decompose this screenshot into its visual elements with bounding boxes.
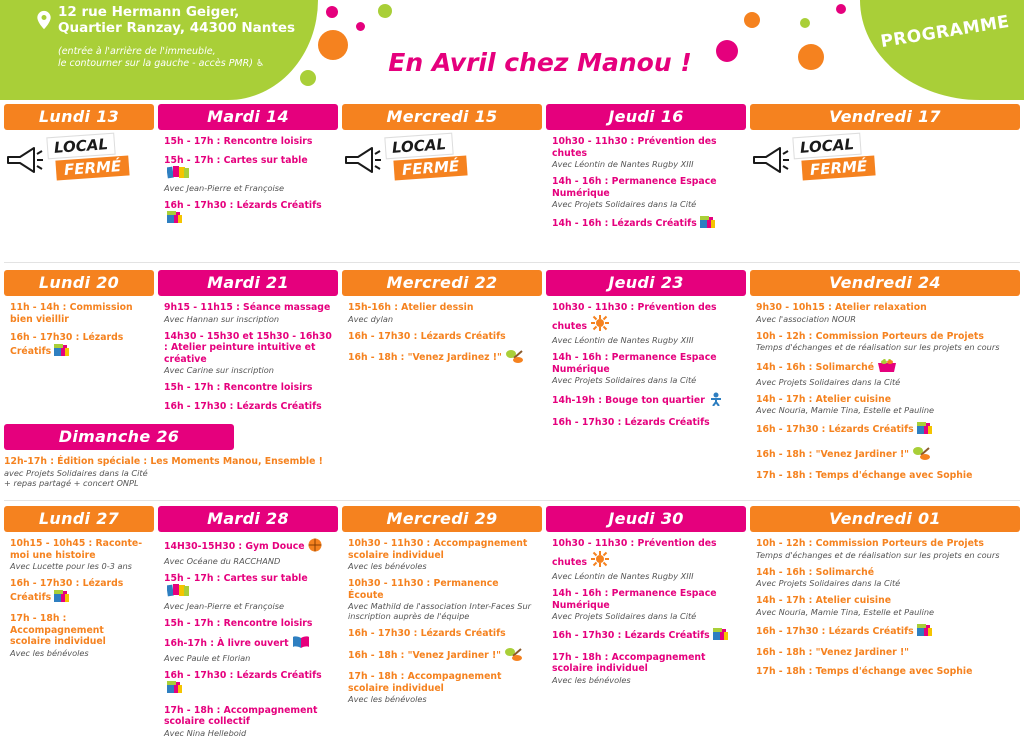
day-column — [158, 506, 338, 745]
event-item[interactable] — [348, 578, 536, 621]
event-title: 14h - 17h : Atelier cuisine — [756, 393, 892, 405]
day-column — [158, 270, 338, 419]
local-label: LOCAL — [47, 134, 114, 159]
event-title: 14h - 16h : Permanence Espace Numérique — [552, 176, 717, 199]
event-item[interactable] — [756, 302, 1014, 324]
craft-icon — [167, 681, 183, 698]
access-note-line-2 — [58, 58, 298, 70]
event-title: 10h30 - 11h30 : Accompagnement scolaire individuel — [348, 538, 528, 561]
day-events — [342, 532, 542, 704]
decor-dot-orange-1 — [318, 30, 348, 60]
event-item[interactable] — [756, 422, 1014, 439]
day-events — [158, 130, 338, 228]
event-item[interactable] — [348, 647, 536, 665]
event-subtitle: Avec Projets Solidaires dans la Cité — [552, 199, 697, 209]
event-title: 14h - 16h : Permanence Espace Numérique — [552, 352, 717, 375]
day-events — [750, 532, 1020, 677]
event-subtitle: Avec Léontin de Nantes Rugby XIII — [552, 571, 694, 581]
garden-icon — [912, 446, 930, 464]
basket-icon — [877, 359, 897, 377]
event-item[interactable] — [348, 538, 536, 571]
day-events — [546, 296, 746, 428]
event-title: 17h - 18h : Accompagnement scolaire individuel — [10, 613, 106, 647]
day-header: Jeudi 23 — [546, 270, 746, 296]
event-subtitle: Avec Océane du RACCHAND — [164, 555, 281, 566]
event-title: 15h - 17h : Rencontre loisirs — [164, 382, 313, 393]
week-separator-1 — [4, 262, 1020, 263]
event-item[interactable] — [348, 628, 536, 640]
event-subtitle: Avec Nina Helleboid — [164, 727, 247, 738]
event-title: 15h - 17h : Rencontre loisirs — [164, 617, 313, 629]
event-item[interactable] — [552, 392, 740, 410]
decor-dot-pink-4 — [836, 4, 846, 14]
event-title: 16h - 17h30 : Lézards Créatifs — [348, 628, 506, 639]
event-title: 11h - 14h : Commission bien vieillir — [10, 302, 133, 325]
day-header: Jeudi 16 — [546, 104, 746, 130]
event-item[interactable] — [552, 538, 740, 581]
event-subtitle: Avec Paule et Florian — [164, 652, 251, 663]
day-column — [546, 104, 746, 240]
sunday-event-subtitle-2: + repas partagé + concert ONPL — [4, 477, 139, 488]
garden-icon — [505, 349, 523, 367]
sunday-column — [4, 424, 234, 450]
event-title: 16h - 17h30 : Lézards Créatifs — [756, 422, 1014, 439]
craft-icon — [700, 216, 716, 233]
address-block — [58, 4, 308, 36]
event-title: 14h - 17h : Atelier cuisine — [756, 595, 892, 606]
decor-dot-orange-2 — [744, 12, 760, 28]
event-title: 14h - 16h : Permanence Espace Numérique — [552, 588, 717, 611]
event-title: 16h - 17h30 : Lézards Créatifs — [10, 332, 148, 360]
event-item[interactable] — [552, 588, 740, 621]
garden-icon — [504, 647, 522, 665]
event-subtitle: Avec Jean-Pierre et Françoise — [164, 182, 285, 193]
day-header: Lundi 20 — [4, 270, 154, 296]
event-title: 16h - 17h30 : Lézards Créatifs — [164, 200, 332, 228]
event-item[interactable] — [164, 636, 332, 663]
event-item[interactable] — [10, 578, 148, 606]
day-column — [750, 270, 1020, 489]
decor-dot-green-2 — [378, 4, 392, 18]
event-title: 14h30 - 15h30 et 15h30 - 16h30 : Atelier peinture intuitive et créative — [164, 330, 332, 365]
event-item[interactable] — [756, 624, 1014, 641]
event-item[interactable] — [552, 136, 740, 169]
event-subtitle: Avec les bénévoles — [348, 561, 427, 571]
decor-dot-pink-1 — [326, 6, 338, 18]
event-item[interactable] — [164, 538, 332, 566]
craft-icon — [917, 624, 933, 641]
event-subtitle: Avec les bénévoles — [552, 674, 631, 685]
decor-dot-green-1 — [300, 70, 316, 86]
day-header: Vendredi 24 — [750, 270, 1020, 296]
event-item[interactable] — [756, 567, 1014, 589]
day-column — [750, 104, 1020, 192]
megaphone-icon — [342, 144, 382, 178]
programme-label: PROGRAMME — [879, 11, 1011, 53]
cards-icon — [167, 584, 189, 601]
day-header: Mardi 21 — [158, 270, 338, 296]
megaphone-icon — [750, 144, 790, 178]
event-item[interactable] — [756, 538, 1014, 560]
event-subtitle: Avec Jean-Pierre et Françoise — [164, 600, 285, 611]
day-events — [546, 130, 746, 233]
event-item[interactable] — [164, 401, 332, 413]
event-subtitle: Avec Mathild de l'association Inter-Faces Sur inscription auprès de l'équipe — [348, 601, 532, 621]
event-subtitle: Avec les bénévoles — [10, 647, 89, 658]
week-separator-2 — [4, 500, 1020, 501]
local-label: LOCAL — [793, 134, 860, 159]
day-events — [546, 532, 746, 685]
event-item[interactable] — [552, 302, 740, 345]
event-title: 15h - 17h : Cartes sur table — [164, 155, 332, 183]
craft-icon — [54, 344, 70, 361]
event-item[interactable] — [756, 666, 1014, 678]
page-title: En Avril chez Manou ! — [388, 48, 692, 77]
event-item[interactable] — [756, 647, 1014, 659]
day-column — [158, 104, 338, 235]
day-events — [158, 532, 338, 738]
event-item[interactable] — [348, 671, 536, 704]
event-title: 14h-19h : Bouge ton quartier — [552, 392, 740, 410]
day-column — [342, 270, 542, 374]
event-title: 10h30 - 11h30 : Permanence Écoute — [348, 578, 499, 601]
event-item[interactable] — [348, 349, 536, 367]
event-subtitle: Avec Carine sur inscription — [164, 365, 274, 375]
day-column — [4, 506, 154, 665]
day-header: Lundi 27 — [4, 506, 154, 532]
ball-icon — [308, 538, 322, 556]
decor-dot-pink-3 — [716, 40, 738, 62]
book-icon — [292, 636, 310, 653]
event-title: 10h30 - 11h30 : Prévention des chutes — [552, 136, 717, 159]
day-events — [158, 296, 338, 412]
local-label: LOCAL — [385, 134, 452, 159]
craft-icon — [713, 628, 729, 645]
sunday-event[interactable] — [4, 456, 704, 488]
access-note-line-2-text: le contourner sur la gauche - accès PMR) — [58, 58, 253, 69]
event-title: 16h - 17h30 : Lézards Créatifs — [164, 670, 332, 698]
event-item[interactable] — [164, 200, 332, 228]
day-header: Vendredi 17 — [750, 104, 1020, 130]
event-title: 17h - 18h : Accompagnement scolaire individuel — [348, 671, 502, 694]
sunday-event-title: 12h-17h : Édition spéciale : Les Moments Manou, Ensemble ! — [4, 456, 323, 467]
day-header: Vendredi 01 — [750, 506, 1020, 532]
event-subtitle: Avec dylan — [348, 313, 394, 324]
event-title: 15h - 17h : Cartes sur table — [164, 573, 332, 601]
event-title: 16h - 17h30 : Lézards Créatifs — [552, 628, 740, 645]
page-header — [0, 0, 1024, 100]
day-events — [750, 296, 1020, 482]
event-title: 16h-17h : À livre ouvert — [164, 636, 332, 653]
event-title: 16h - 18h : "Venez Jardiner !" — [756, 647, 910, 658]
event-title: 10h30 - 11h30 : Prévention des chutes — [552, 302, 740, 335]
event-title: 9h15 - 11h15 : Séance massage — [164, 302, 331, 313]
event-item[interactable] — [756, 470, 1014, 482]
event-item[interactable] — [164, 705, 332, 738]
event-subtitle: Temps d'échanges et de réalisation sur les projets en cours — [756, 342, 1000, 352]
ferme-label: FERMÉ — [55, 155, 129, 180]
event-title: 16h - 18h : "Venez Jardiner !" — [348, 647, 536, 665]
access-note-line-1: (entrée à l'arrière de l'immeuble, — [58, 46, 216, 57]
event-title: 14h - 16h : Solimarché — [756, 359, 1014, 377]
sunday-event-subtitle-1: avec Projets Solidaires dans la Cité — [4, 467, 148, 478]
event-item[interactable] — [164, 136, 332, 148]
event-item[interactable] — [756, 595, 1014, 617]
decor-dot-green-3 — [800, 18, 810, 28]
day-events — [4, 296, 154, 360]
day-column — [546, 270, 746, 435]
event-title: 9h30 - 10h15 : Atelier relaxation — [756, 302, 927, 313]
day-header: Jeudi 30 — [546, 506, 746, 532]
day-header: Mercredi 29 — [342, 506, 542, 532]
event-subtitle: Avec Projets Solidaires dans la Cité — [756, 578, 901, 588]
event-item[interactable] — [164, 618, 332, 630]
day-column — [750, 506, 1020, 684]
address-line-1: 12 rue Hermann Geiger, — [58, 4, 240, 20]
sunday-header: Dimanche 26 — [4, 424, 234, 450]
event-title: 16h - 17h30 : Lézards Créatifs — [164, 400, 322, 412]
event-title: 16h - 18h : "Venez Jardinez !" — [348, 349, 536, 367]
event-title: 16h - 17h30 : Lézards Créatifs — [348, 330, 506, 342]
event-subtitle: Avec Projets Solidaires dans la Cité — [552, 375, 697, 385]
day-events — [342, 296, 542, 367]
event-item[interactable] — [10, 332, 148, 360]
event-title: 15h - 17h : Rencontre loisirs — [164, 136, 313, 147]
event-title: 10h30 - 11h30 : Prévention des chutes — [552, 538, 740, 571]
event-item[interactable] — [756, 331, 1014, 353]
move-icon — [708, 392, 724, 410]
decor-dot-pink-2 — [356, 22, 365, 31]
event-title: 14h - 16h : Lézards Créatifs — [552, 216, 740, 233]
event-subtitle: Avec Nouria, Mamie Tina, Estelle et Pauline — [756, 405, 935, 415]
event-item[interactable] — [756, 359, 1014, 387]
day-column — [342, 104, 542, 192]
event-title: 10h - 12h : Commission Porteurs de Projets — [756, 538, 984, 549]
event-item[interactable] — [756, 394, 1014, 416]
access-note — [58, 46, 298, 70]
day-header: Mercredi 22 — [342, 270, 542, 296]
day-column — [4, 104, 154, 192]
event-item[interactable] — [164, 155, 332, 193]
event-title: 15h-16h : Atelier dessin — [348, 302, 474, 313]
day-column — [342, 506, 542, 711]
day-header: Mercredi 15 — [342, 104, 542, 130]
cards-icon — [167, 166, 189, 183]
event-item[interactable] — [164, 302, 332, 324]
event-subtitle: Avec Projets Solidaires dans la Cité — [552, 611, 697, 621]
event-title: 17h - 18h : Temps d'échange avec Sophie — [756, 470, 973, 481]
event-title: 17h - 18h : Accompagnement scolaire individuel — [552, 651, 706, 674]
wheelchair-icon: ♿ — [255, 58, 265, 69]
event-item[interactable] — [164, 670, 332, 698]
event-item[interactable] — [348, 302, 536, 324]
craft-icon — [917, 422, 933, 439]
event-subtitle: Avec Lucette pour les 0-3 ans — [10, 561, 132, 571]
local-ferme-badge — [342, 136, 542, 192]
location-pin-icon — [34, 8, 54, 32]
craft-icon — [54, 590, 70, 607]
day-column — [4, 270, 154, 367]
day-header: Mardi 14 — [158, 104, 338, 130]
event-subtitle: Avec Nouria, Mamie Tina, Estelle et Pauline — [756, 606, 935, 617]
event-title: 14H30-15H30 : Gym Douce — [164, 538, 332, 556]
rugby-icon — [590, 314, 610, 336]
event-title: 16h - 17h30 : Lézards Créatifs — [552, 416, 710, 428]
day-column — [546, 506, 746, 692]
event-title: 10h - 12h : Commission Porteurs de Projets — [756, 330, 984, 342]
event-item[interactable] — [552, 216, 740, 233]
event-title: 17h - 18h : Accompagnement scolaire collectif — [164, 704, 318, 727]
event-subtitle: Avec Projets Solidaires dans la Cité — [756, 376, 901, 387]
decor-dot-orange-3 — [798, 44, 824, 70]
event-item[interactable] — [552, 176, 740, 209]
local-ferme-badge — [4, 136, 154, 192]
event-subtitle: Avec l'association NOUR — [756, 313, 857, 324]
local-ferme-badge — [750, 136, 1020, 192]
event-subtitle: Avec Léontin de Nantes Rugby XIII — [552, 335, 694, 345]
event-item[interactable] — [164, 382, 332, 394]
event-title: 16h - 17h30 : Lézards Créatifs — [756, 624, 1014, 641]
event-title: 17h - 18h : Temps d'échange avec Sophie — [756, 665, 973, 677]
day-header: Lundi 13 — [4, 104, 154, 130]
address-line-2: Quartier Ranzay, 44300 Nantes — [58, 20, 296, 36]
event-item[interactable] — [164, 331, 332, 376]
event-title: 10h15 - 10h45 : Raconte-moi une histoire — [10, 538, 143, 561]
day-events — [4, 532, 154, 658]
event-item[interactable] — [10, 613, 148, 658]
event-subtitle: Avec Léontin de Nantes Rugby XIII — [552, 159, 694, 169]
event-item[interactable] — [10, 538, 148, 571]
event-item[interactable] — [10, 302, 148, 325]
rugby-icon — [590, 550, 610, 572]
event-item[interactable] — [348, 331, 536, 343]
event-title: 14h - 16h : Solimarché — [756, 566, 875, 578]
day-header: Mardi 28 — [158, 506, 338, 532]
event-subtitle: Avec les bénévoles — [348, 694, 427, 704]
event-item[interactable] — [552, 417, 740, 429]
event-subtitle: Temps d'échanges et de réalisation sur les projets en cours — [756, 549, 1000, 560]
event-item[interactable] — [164, 573, 332, 611]
event-item[interactable] — [552, 628, 740, 645]
craft-icon — [167, 211, 183, 228]
event-item[interactable] — [552, 352, 740, 385]
event-title: 16h - 17h30 : Lézards Créatifs — [10, 578, 148, 606]
ferme-label: FERMÉ — [801, 155, 875, 180]
event-item[interactable] — [552, 652, 740, 685]
event-title: 16h - 18h : "Venez Jardiner !" — [756, 446, 1014, 464]
event-item[interactable] — [756, 446, 1014, 464]
event-subtitle: Avec Hannan sur inscription — [164, 313, 280, 324]
megaphone-icon — [4, 144, 44, 178]
ferme-label: FERMÉ — [393, 155, 467, 180]
